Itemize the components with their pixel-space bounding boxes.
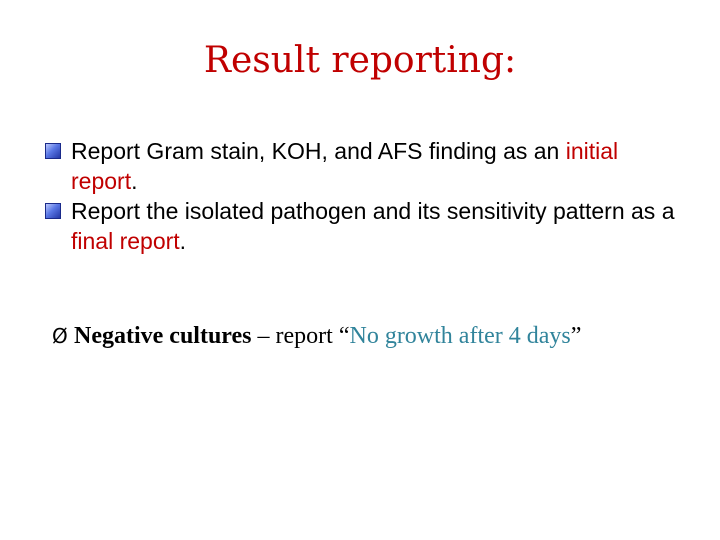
no-growth-quote: No growth after 4 days	[349, 323, 571, 349]
highlight-final-report: final report	[71, 228, 180, 254]
bullet-punct: .	[179, 228, 187, 254]
bullet-item-final-report	[44, 196, 684, 256]
square-bullet-icon	[45, 143, 61, 159]
arrow-bullet-icon: Ø	[52, 324, 68, 348]
report-text: – report “	[251, 323, 350, 349]
negative-cultures-line	[52, 320, 712, 352]
bullet-list	[44, 136, 684, 256]
bullet-text: Report Gram stain, KOH, and AFS finding as an	[71, 138, 566, 164]
highlight-initial-report: initial report	[71, 138, 619, 194]
square-bullet-icon	[45, 203, 61, 219]
bullet-text: Report the isolated pathogen and its sensitivity pattern as a	[71, 198, 675, 224]
bullet-item-initial-report	[44, 136, 684, 196]
slide-title: Result reporting:	[203, 40, 517, 81]
negative-cultures-label: Negative cultures	[74, 323, 252, 349]
bullet-punct: .	[131, 168, 138, 194]
quote-close: ”	[570, 323, 582, 349]
